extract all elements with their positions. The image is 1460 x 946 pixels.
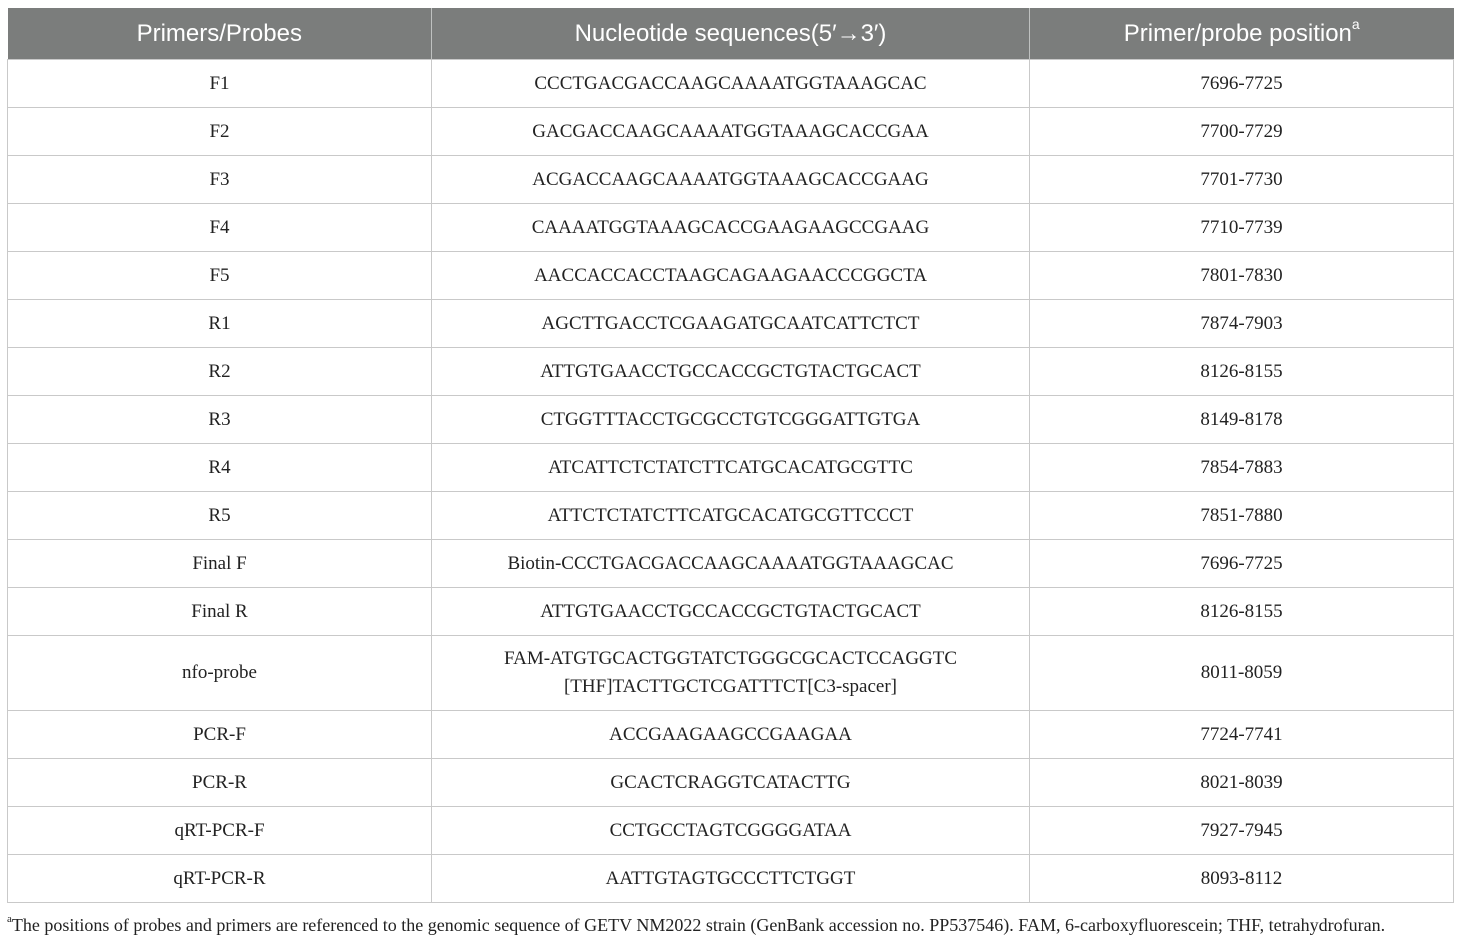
primer-table-container [7, 8, 1453, 903]
header-position-label: Primer/probe position [1123, 19, 1352, 47]
cell-primer-name: PCR-R [8, 759, 432, 807]
cell-sequence [432, 204, 1030, 252]
cell-primer-name: Final F [8, 540, 432, 588]
cell-primer-name: R3 [8, 396, 432, 444]
cell-sequence [432, 636, 1030, 711]
table-row [8, 348, 1454, 396]
cell-primer-name: R4 [8, 444, 432, 492]
table-row [8, 444, 1454, 492]
cell-position: 8021-8039 [1030, 759, 1454, 807]
table-row [8, 156, 1454, 204]
table-row [8, 252, 1454, 300]
header-nucleotide-sequences-label: Nucleotide sequences(5′→3′) [574, 19, 887, 47]
table-row [8, 711, 1454, 759]
footnote-marker: a [7, 913, 12, 925]
table-row [8, 588, 1454, 636]
sequence-line: FAM-ATGTGCACTGGTATCTGGGCGCACTCCAGGTC [503, 648, 958, 669]
header-nucleotide-sequences [432, 8, 1030, 60]
footnote-text: The positions of probes and primers are referenced to the genomic sequence of GETV NM2022 strain (GenBank accession no. PP537546). FAM, 6-carboxyfluorescein; THF, tetrahydrofuran. [11, 915, 1386, 935]
cell-primer-name: R5 [8, 492, 432, 540]
cell-sequence [432, 588, 1030, 636]
sequence-line: CCCTGACGACCAAGCAAAATGGTAAAGCAC [534, 72, 927, 94]
table-row [8, 636, 1454, 711]
sequence-line: ATTGTGAACCTGCCACCGCTGTACTGCACT [540, 360, 921, 382]
sequence-line: GCACTCRAGGTCATACTTG [610, 771, 851, 793]
cell-position: 7701-7730 [1030, 156, 1454, 204]
cell-primer-name: R2 [8, 348, 432, 396]
cell-primer-name: F1 [8, 60, 432, 108]
cell-sequence [432, 444, 1030, 492]
cell-primer-name: Final R [8, 588, 432, 636]
cell-sequence [432, 540, 1030, 588]
cell-position: 7724-7741 [1030, 711, 1454, 759]
header-position [1030, 8, 1454, 60]
sequence-line: CAAAATGGTAAAGCACCGAAGAAGCCGAAG [531, 216, 930, 238]
cell-primer-name: qRT-PCR-F [8, 807, 432, 855]
cell-position: 7696-7725 [1030, 60, 1454, 108]
table-row [8, 492, 1454, 540]
cell-primer-name: qRT-PCR-R [8, 855, 432, 903]
cell-sequence [432, 396, 1030, 444]
cell-sequence [432, 108, 1030, 156]
table-row [8, 108, 1454, 156]
cell-primer-name: F5 [8, 252, 432, 300]
cell-position: 7927-7945 [1030, 807, 1454, 855]
cell-sequence [432, 60, 1030, 108]
cell-sequence [432, 492, 1030, 540]
cell-sequence [432, 855, 1030, 903]
sequence-line: AACCACCACCTAAGCAGAAGAACCCGGCTA [534, 264, 927, 286]
cell-sequence [432, 252, 1030, 300]
sequence-line: Biotin-CCCTGACGACCAAGCAAAATGGTAAAGCAC [507, 552, 954, 574]
sequence-line: ATTGTGAACCTGCCACCGCTGTACTGCACT [540, 600, 921, 622]
table-row [8, 807, 1454, 855]
table-header [8, 8, 1454, 60]
sequence-line: CCTGCCTAGTCGGGGATAA [609, 819, 852, 841]
cell-position: 7696-7725 [1030, 540, 1454, 588]
sequence-line: ACGACCAAGCAAAATGGTAAAGCACCGAAG [532, 168, 929, 190]
table-row [8, 300, 1454, 348]
table-row [8, 855, 1454, 903]
cell-primer-name: F4 [8, 204, 432, 252]
sequence-line: CTGGTTTACCTGCGCCTGTCGGGATTGTGA [540, 408, 921, 430]
cell-sequence [432, 156, 1030, 204]
table-row [8, 204, 1454, 252]
cell-sequence [432, 348, 1030, 396]
cell-position: 7801-7830 [1030, 252, 1454, 300]
cell-sequence [432, 300, 1030, 348]
sequence-line-2: [THF]TACTTGCTCGATTTCT[C3-spacer] [563, 676, 898, 697]
primer-table [7, 8, 1454, 903]
cell-position: 7710-7739 [1030, 204, 1454, 252]
table-row [8, 60, 1454, 108]
header-primers-probes [8, 8, 432, 60]
sequence-line: GACGACCAAGCAAAATGGTAAAGCACCGAA [532, 120, 929, 142]
cell-position: 8011-8059 [1030, 636, 1454, 711]
sequence-line: ATTCTCTATCTTCATGCACATGCGTTCCCT [547, 504, 914, 526]
cell-position: 8126-8155 [1030, 588, 1454, 636]
cell-position: 7874-7903 [1030, 300, 1454, 348]
cell-primer-name: F3 [8, 156, 432, 204]
cell-primer-name: nfo-probe [8, 636, 432, 711]
cell-position: 8093-8112 [1030, 855, 1454, 903]
cell-sequence [432, 759, 1030, 807]
cell-position: 7851-7880 [1030, 492, 1454, 540]
header-row [8, 8, 1454, 60]
sequence-line: ACCGAAGAAGCCGAAGAA [609, 723, 852, 745]
sequence-line: AATTGTAGTGCCCTTCTGGT [605, 867, 856, 889]
sequence-line: ATCATTCTCTATCTTCATGCACATGCGTTC [548, 456, 913, 478]
cell-primer-name: PCR-F [8, 711, 432, 759]
cell-position: 7854-7883 [1030, 444, 1454, 492]
sequence-line: AGCTTGACCTCGAAGATGCAATCATTCTCT [541, 312, 920, 334]
cell-position: 8126-8155 [1030, 348, 1454, 396]
cell-position: 7700-7729 [1030, 108, 1454, 156]
table-row [8, 759, 1454, 807]
cell-sequence [432, 711, 1030, 759]
table-row [8, 540, 1454, 588]
table-row [8, 396, 1454, 444]
header-primers-probes-label: Primers/Probes [136, 19, 302, 47]
table-body [8, 60, 1454, 903]
cell-position: 8149-8178 [1030, 396, 1454, 444]
cell-primer-name: R1 [8, 300, 432, 348]
cell-sequence [432, 807, 1030, 855]
table-footnote [7, 915, 1453, 936]
header-position-footnote-marker: a [1351, 15, 1360, 32]
cell-primer-name: F2 [8, 108, 432, 156]
